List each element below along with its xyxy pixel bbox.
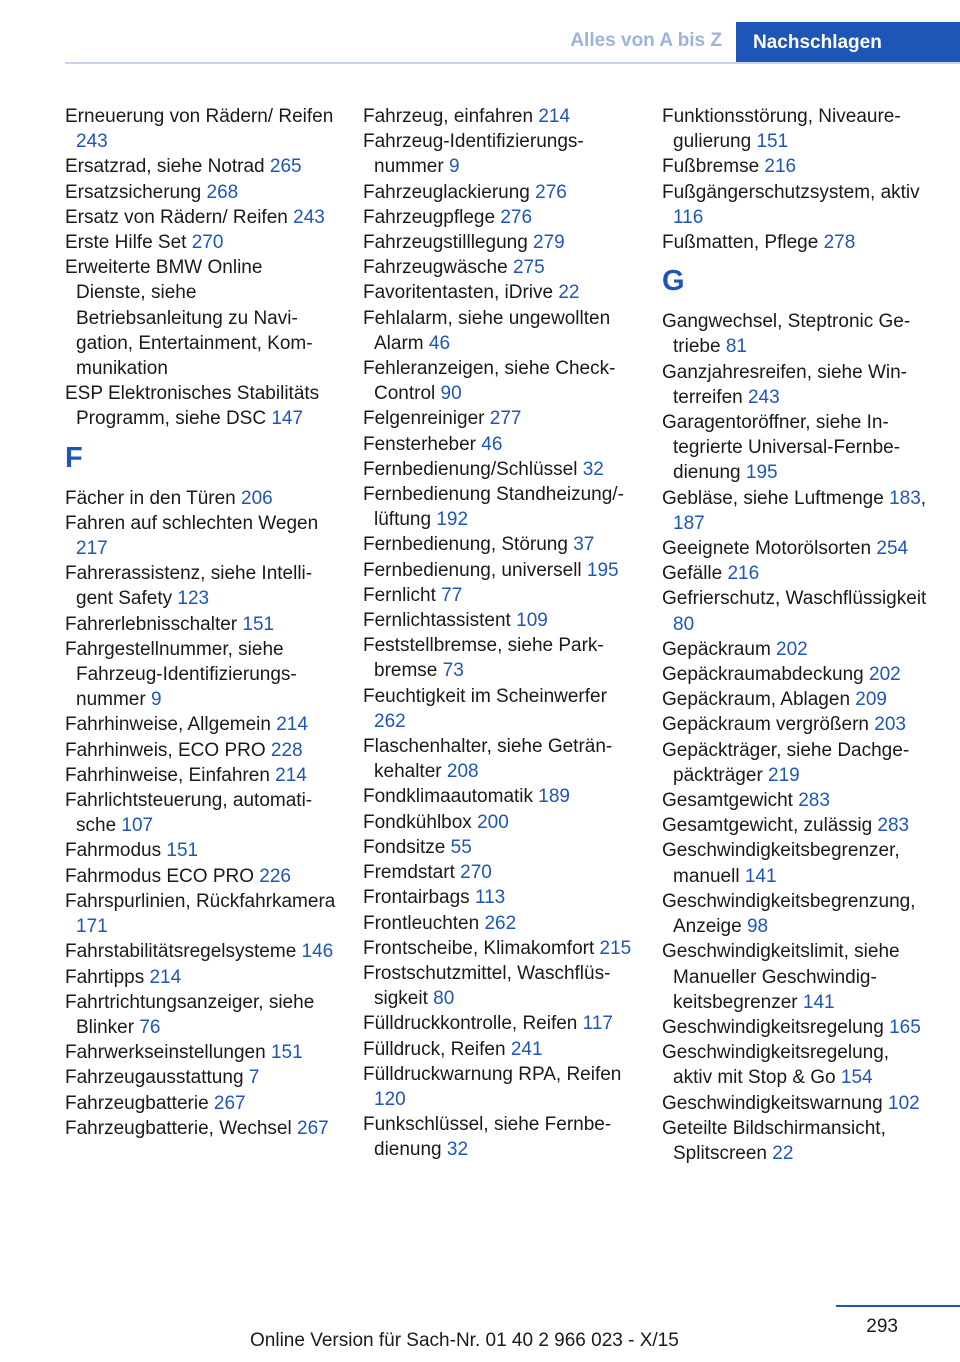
index-entry-term: Fahrtipps	[65, 966, 150, 988]
index-page-link[interactable]: 80	[433, 988, 455, 1010]
index-entry	[662, 1040, 932, 1090]
index-page-link[interactable]: 217	[76, 538, 108, 560]
index-entry-term: Fülldruck, Reifen	[363, 1038, 511, 1060]
index-page-link[interactable]: 214	[149, 966, 182, 988]
index-entry-term: Fernlicht	[363, 584, 442, 606]
index-entry	[662, 939, 932, 1015]
index-page-link[interactable]: 151	[166, 840, 199, 862]
index-page-link[interactable]: 219	[768, 764, 800, 786]
index-entry-term: Flaschenhalter, siehe Getränkehalter	[363, 736, 613, 783]
index-entry-term: Fahrtrichtungsanzeiger, siehe Blinker	[65, 991, 315, 1038]
index-column-3	[662, 104, 932, 1166]
index-page-link[interactable]: 270	[460, 862, 492, 884]
index-entry	[662, 1116, 932, 1166]
index-entry	[65, 637, 337, 713]
index-page-link[interactable]: 165	[889, 1016, 921, 1038]
index-entry	[363, 205, 635, 230]
index-page-link[interactable]: 113	[474, 887, 506, 909]
index-entry	[662, 360, 932, 410]
index-page-link[interactable]: 151	[242, 613, 275, 635]
index-entry	[662, 230, 932, 255]
header-chapter-tab	[736, 22, 960, 64]
index-entry-term: Ganzjahresreifen, siehe Winterreifen	[662, 361, 907, 408]
index-entry-term: ESP Elektronisches Stabilitäts Programm, siehe DSC	[65, 383, 320, 430]
index-entry-term: Fahrerlebnisschalter	[65, 613, 243, 635]
header-rule	[65, 62, 960, 64]
index-entry	[662, 687, 932, 712]
index-entry-term: Fehleranzeigen, siehe Check-Control	[363, 358, 616, 405]
index-page-link[interactable]: 32	[582, 458, 604, 480]
index-page-link[interactable]: 262	[374, 710, 406, 732]
index-entry	[65, 511, 337, 561]
index-entry-term: Geschwindigkeitswarnung	[662, 1092, 889, 1114]
index-entry	[363, 129, 635, 179]
index-entry-term: Gefrierschutz, Waschflüssigkeit	[662, 588, 927, 610]
index-entry	[662, 180, 932, 230]
index-page-link[interactable]: 216	[727, 563, 760, 585]
index-entry	[363, 230, 635, 255]
index-entry-term: Fahrzeugpflege	[363, 206, 501, 228]
index-entry-term: Fahrzeug-Identifizierungsnummer	[363, 131, 584, 178]
index-entry	[662, 536, 932, 561]
index-page-link[interactable]: 216	[764, 156, 797, 178]
header-section-title: Alles von A bis Z	[570, 30, 722, 51]
index-entry-term: Favoritentasten, iDrive	[363, 282, 559, 304]
index-entry-term: Fahrstabilitätsregelsysteme	[65, 941, 302, 963]
index-entry-term: Fondkühlbox	[363, 811, 478, 833]
index-entry	[65, 255, 337, 381]
index-page-link[interactable]: 189	[538, 786, 570, 808]
index-section-letter: F	[65, 441, 83, 474]
index-entry-term: Frontairbags	[363, 887, 475, 909]
index-page-link[interactable]: 214	[538, 106, 571, 127]
index-entry	[363, 784, 635, 809]
index-page-link[interactable]: 55	[450, 836, 472, 858]
index-page-link[interactable]: 228	[270, 739, 303, 761]
index-entry-term: Fahrzeugausstattung	[65, 1067, 249, 1089]
index-page-link[interactable]: 226	[259, 865, 291, 887]
index-entry-term: Gesamtgewicht	[662, 790, 799, 812]
index-page-link[interactable]: 276	[500, 206, 533, 228]
index-page-link[interactable]: 77	[441, 584, 463, 606]
index-page-link[interactable]: 200	[477, 811, 509, 833]
index-entry-term: Fondsitze	[363, 836, 451, 858]
index-entry-term: Felgenreiniger	[363, 408, 490, 430]
index-entry	[363, 432, 635, 457]
index-entry-term: Fülldruckwarnung RPA, Reifen	[363, 1063, 622, 1085]
index-entry-term: Gesamtgewicht, zulässig	[662, 815, 878, 837]
page-number: 293	[866, 1316, 898, 1337]
index-entry	[662, 838, 932, 888]
index-page-link[interactable]: 254	[876, 538, 909, 560]
index-entry	[363, 936, 635, 961]
index-entry	[65, 1040, 337, 1065]
index-page-link[interactable]: 267	[213, 1092, 246, 1114]
index-page-link[interactable]: 214	[276, 714, 308, 736]
index-page-link[interactable]: 154	[840, 1067, 873, 1089]
index-entry	[662, 712, 932, 737]
index-page-link[interactable]: 208	[446, 761, 479, 783]
index-entry-term: Fahrzeuglackierung	[363, 181, 536, 203]
index-entry	[662, 486, 932, 536]
index-entry-term: Gepäckträger, siehe Dachgepäckträger	[662, 739, 910, 786]
index-entry	[65, 1116, 337, 1141]
index-page-link[interactable]: 73	[442, 660, 464, 682]
index-entry	[65, 1065, 337, 1090]
index-entry	[363, 1037, 635, 1062]
index-entry-term: Ersatz von Rädern/ Reifen	[65, 206, 294, 228]
index-entry-term: Gefälle	[662, 563, 728, 585]
index-entry	[363, 558, 635, 583]
index-entry	[65, 154, 337, 179]
index-entry-term: Feuchtigkeit im Scheinwerfer	[363, 685, 607, 707]
index-entry	[363, 180, 635, 205]
index-page-link[interactable]: 262	[484, 912, 517, 934]
index-page-link[interactable]: 277	[489, 408, 522, 430]
index-entry	[363, 961, 635, 1011]
index-entry-term: Fächer in den Türen	[65, 487, 242, 509]
index-page-link[interactable]: 278	[823, 232, 856, 254]
index-entry-term: Frontleuchten	[363, 912, 485, 934]
index-page-link[interactable]: 192	[436, 509, 469, 531]
index-entry	[65, 738, 337, 763]
index-column-2	[363, 104, 635, 1163]
index-entry-term: Fahrmodus	[65, 840, 167, 862]
index-entry-term: Geschwindigkeitslimit, siehe Manueller Geschwindigkeitsbegrenzer	[662, 941, 900, 1013]
index-entry-term: Fußbremse	[662, 156, 765, 178]
index-page-link[interactable]: 151	[270, 1042, 303, 1064]
index-entry-term: Fahrzeugstilllegung	[363, 232, 534, 254]
index-page-link[interactable]: 46	[481, 433, 503, 455]
index-page-link[interactable]: 279	[533, 232, 565, 254]
index-entry-term: Garagentoröffner, siehe Integrierte Universal-Fernbedienung	[662, 412, 901, 484]
index-page-link[interactable]: 117	[582, 1013, 613, 1035]
index-entry-term: Fahrlichtsteuerung, automatische	[65, 790, 313, 837]
index-entry-term: Fülldruckkontrolle, Reifen	[363, 1013, 583, 1035]
index-entry	[662, 309, 932, 359]
index-entry	[662, 1091, 932, 1116]
index-entry	[363, 684, 635, 734]
index-entry-term: Geschwindigkeitsregelung, aktiv mit Stop & Go	[662, 1042, 890, 1089]
index-entry-term: Erweiterte BMW Online Dienste, siehe Betriebsanleitung zu Navigation, Entertainment, Kommunikation	[65, 257, 313, 380]
index-entry-term: Frontscheibe, Klimakomfort	[363, 937, 600, 959]
index-column-1	[65, 104, 337, 1141]
index-page-link[interactable]: 202	[776, 638, 808, 660]
index-page-link[interactable]: 116	[673, 206, 704, 228]
index-page-separator: ,	[920, 487, 927, 509]
index-entry-term: Feststellbremse, siehe Parkbremse	[363, 635, 604, 682]
index-entry-term: Gepäckraum vergrößern	[662, 714, 875, 736]
index-entry	[65, 889, 337, 939]
index-entry-term: Fahrspurlinien, Rückfahrkamera	[65, 890, 336, 912]
index-entry-term: Ersatzsicherung	[65, 181, 207, 203]
index-page-link[interactable]: 241	[510, 1038, 543, 1060]
index-page-link[interactable]: 123	[177, 588, 210, 610]
index-entry-term: Fahrzeugbatterie, Wechsel	[65, 1117, 297, 1139]
index-page-link[interactable]: 171	[76, 916, 108, 938]
index-page-link[interactable]: 268	[206, 181, 239, 203]
index-page-link[interactable]: 214	[275, 764, 307, 786]
index-page-link[interactable]: 195	[586, 559, 619, 581]
index-page-link[interactable]: 107	[121, 815, 154, 837]
index-page-link[interactable]: 183	[889, 487, 921, 509]
footer-version-text: Online Version für Sach-Nr. 01 40 2 966 023 - X/15	[250, 1330, 679, 1351]
index-entry	[662, 813, 932, 838]
index-entry	[65, 180, 337, 205]
index-page-link[interactable]: 276	[535, 181, 567, 203]
index-page-link[interactable]: 46	[428, 332, 451, 354]
index-entry	[363, 608, 635, 633]
index-entry	[363, 583, 635, 608]
index-entry-term: Fernbedienung/Schlüssel	[363, 458, 583, 480]
index-entry-term: Gepäckraum, Ablagen	[662, 689, 856, 711]
index-entry-term: Ersatzrad, siehe Notrad	[65, 156, 270, 178]
index-entry-term: Fernbedienung Standheizung/-lüftung	[363, 484, 624, 531]
index-entry	[363, 356, 635, 406]
index-page-link[interactable]: 141	[744, 865, 777, 887]
index-page-link[interactable]: 206	[241, 487, 273, 509]
index-entry-term: Geschwindigkeitsbegrenzung, Anzeige	[662, 890, 916, 938]
index-entry	[363, 104, 635, 129]
index-page-link[interactable]: 243	[747, 386, 780, 408]
index-page-link[interactable]: 283	[877, 815, 910, 837]
index-page-link[interactable]: 9	[150, 689, 162, 711]
index-page-link[interactable]: 141	[802, 991, 835, 1013]
index-entry-term: Fondklimaautomatik	[363, 786, 539, 808]
index-page-link[interactable]: 283	[798, 790, 830, 812]
index-entry	[65, 838, 337, 863]
index-entry	[65, 612, 337, 637]
index-entry-term: Gangwechsel, Steptronic Getriebe	[662, 311, 911, 358]
index-entry	[662, 1015, 932, 1040]
index-entry	[363, 255, 635, 280]
index-page-link[interactable]: 98	[746, 916, 769, 938]
index-entry-term: Gebläse, siehe Luftmenge	[662, 487, 890, 509]
index-entry	[65, 864, 337, 889]
index-entry-term: Fernbedienung, Störung	[363, 534, 574, 556]
index-entry-term: Fahrzeug, einfahren	[363, 106, 539, 127]
index-page-link[interactable]: 275	[512, 257, 545, 279]
index-page-link[interactable]: 22	[772, 1142, 794, 1164]
index-entry	[662, 788, 932, 813]
index-entry	[65, 939, 337, 964]
index-entry-term: Geschwindigkeitsbegrenzer, manuell	[662, 840, 900, 887]
index-page-link[interactable]: 147	[271, 408, 304, 430]
index-entry	[65, 965, 337, 990]
index-entry	[662, 410, 932, 486]
index-page-link[interactable]: 270	[191, 232, 224, 254]
index-entry-term: Fußmatten, Pflege	[662, 232, 824, 254]
index-entry-term: Gepäckraumabdeckung	[662, 664, 870, 686]
index-page-link[interactable]: 195	[745, 462, 778, 484]
index-entry-term: Erste Hilfe Set	[65, 232, 192, 254]
index-page-link[interactable]: 22	[558, 282, 580, 304]
page-number-rule	[836, 1305, 960, 1307]
index-entry	[65, 486, 337, 511]
index-entry	[65, 788, 337, 838]
index-page-link[interactable]: 81	[725, 336, 747, 358]
index-page-link[interactable]: 265	[269, 156, 302, 178]
index-entry	[65, 230, 337, 255]
index-entry-term: Fernbedienung, universell	[363, 559, 587, 581]
index-page-link[interactable]: 243	[76, 131, 108, 153]
index-entry	[363, 633, 635, 683]
index-page-link[interactable]: 76	[139, 1016, 161, 1038]
index-entry-term: Funkschlüssel, siehe Fernbedienung	[363, 1114, 612, 1161]
index-entry-term: Fahrzeugbatterie	[65, 1092, 214, 1114]
index-page-link[interactable]: 37	[573, 534, 595, 556]
index-entry-term: Frostschutzmittel, Waschflüssigkeit	[363, 962, 611, 1010]
index-entry	[662, 637, 932, 662]
index-entry-term: Gepäckraum	[662, 638, 777, 660]
index-entry-term: Fahrmodus ECO PRO	[65, 865, 260, 887]
index-entry-term: Fehlalarm, siehe ungewollten Alarm	[363, 307, 611, 354]
index-entry-term: Fahrgestellnummer, siehe Fahrzeug-Identifizierungsnummer	[65, 638, 297, 711]
index-entry-term: Erneuerung von Rädern/ Reifen	[65, 106, 334, 127]
index-page-link[interactable]: 203	[874, 714, 906, 736]
index-entry-term: Funktionsstörung, Niveauregulierung	[662, 106, 901, 153]
index-page-link[interactable]: 187	[673, 512, 705, 534]
index-page-link[interactable]: 202	[869, 664, 901, 686]
index-page-link[interactable]: 9	[448, 156, 460, 178]
index-entry	[363, 1112, 635, 1162]
index-entry	[363, 306, 635, 356]
index-entry-term: Fahrhinweise, Einfahren	[65, 764, 276, 786]
index-page-link[interactable]: 7	[248, 1067, 260, 1089]
header-chapter-label: Nachschlagen	[753, 32, 882, 53]
index-page-link[interactable]: 32	[446, 1139, 469, 1161]
index-entry-term: Fahrerassistenz, siehe Intelligent Safety	[65, 563, 313, 610]
index-entry-term: Fahren auf schlechten Wegen	[65, 512, 319, 534]
index-entry	[662, 586, 932, 636]
index-page-link[interactable]: 243	[293, 206, 325, 228]
index-entry	[363, 532, 635, 557]
index-entry-term: Fahrwerkseinstellungen	[65, 1042, 271, 1064]
index-entry	[65, 381, 337, 431]
index-entry	[363, 1011, 635, 1036]
index-page-link[interactable]: 209	[855, 689, 887, 711]
index-entry	[662, 561, 932, 586]
index-entry	[363, 860, 635, 885]
index-page-link[interactable]: 109	[516, 610, 548, 632]
index-entry	[363, 734, 635, 784]
index-page-link[interactable]: 146	[301, 941, 334, 963]
index-page-link[interactable]: 151	[756, 131, 789, 153]
index-entry-term: Fahrhinweis, ECO PRO	[65, 739, 271, 761]
index-page-link[interactable]: 267	[297, 1117, 329, 1139]
index-entry	[65, 990, 337, 1040]
index-entry	[65, 561, 337, 611]
index-entry	[662, 738, 932, 788]
index-entry	[662, 662, 932, 687]
index-entry	[65, 763, 337, 788]
index-entry-term: Fahrhinweise, Allgemein	[65, 714, 277, 736]
index-entry	[65, 104, 337, 154]
index-entry	[65, 1091, 337, 1116]
index-entry	[363, 482, 635, 532]
index-page-link[interactable]: 90	[440, 383, 462, 405]
index-entry-term: Fremdstart	[363, 862, 461, 884]
index-section-letter: G	[662, 265, 685, 298]
index-page-link[interactable]: 102	[888, 1092, 920, 1114]
index-entry-term: Geeignete Motorölsorten	[662, 538, 877, 560]
index-entry	[363, 835, 635, 860]
index-entry	[363, 1062, 635, 1112]
index-entry	[363, 911, 635, 936]
index-entry	[363, 885, 635, 910]
index-entry	[363, 810, 635, 835]
index-entry-term: Geschwindigkeitsregelung	[662, 1016, 890, 1038]
index-entry-term: Fahrzeugwäsche	[363, 257, 513, 279]
index-entry	[363, 457, 635, 482]
index-entry	[65, 712, 337, 737]
index-entry	[65, 205, 337, 230]
index-entry	[662, 154, 932, 179]
index-page-link[interactable]: 120	[374, 1088, 406, 1110]
index-entry-term: Fernlichtassistent	[363, 610, 517, 632]
index-entry-term: Fußgängerschutzsystem, aktiv	[662, 181, 920, 203]
index-entry	[662, 889, 932, 939]
index-entry	[662, 104, 932, 154]
index-page-link[interactable]: 80	[673, 613, 695, 635]
index-entry	[363, 406, 635, 431]
index-entry	[363, 280, 635, 305]
index-entry-term: Fensterheber	[363, 433, 482, 455]
index-page-link[interactable]: 215	[599, 937, 632, 959]
index-entry-term: Geteilte Bildschirmansicht, Splitscreen	[662, 1117, 886, 1164]
